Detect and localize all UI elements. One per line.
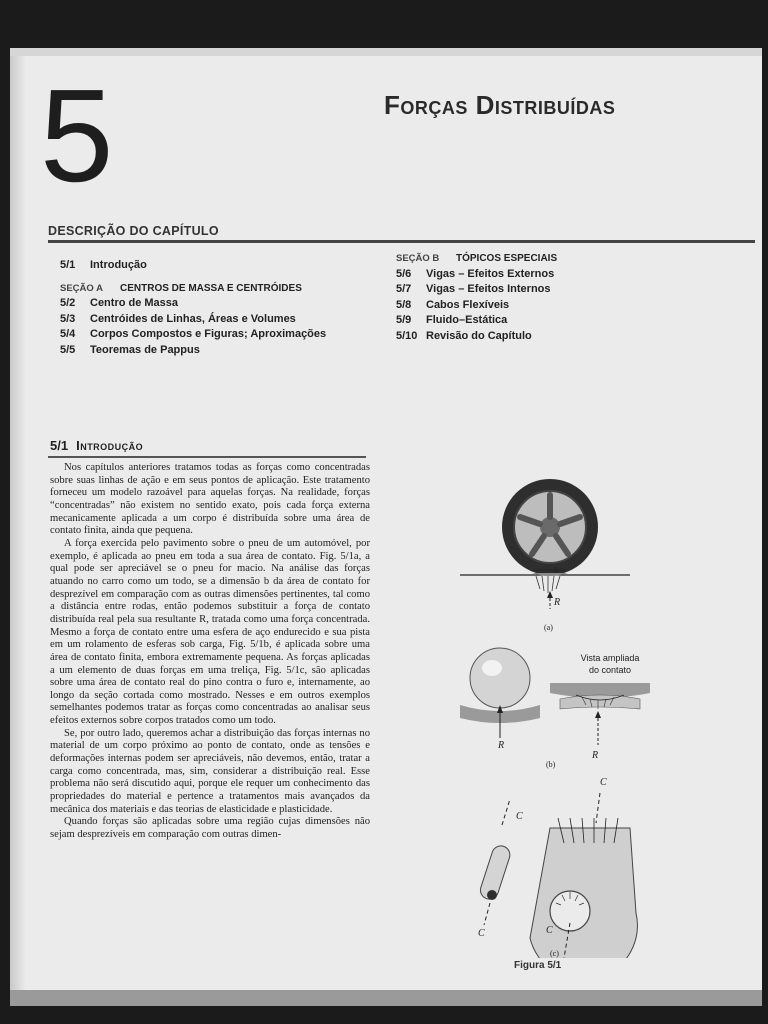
- force-r-label-b1: R: [498, 740, 505, 751]
- body-text: [50, 462, 370, 842]
- paragraph: Nos capítulos anteriores tratamos todas as forças como concentradas sobre suas linhas de ação e em seus pontos de aplicação. Este tratamento forneceu um modelo razoável para aquelas forças. Na realidade, forças “concentradas” não existem no sentido exato, pois cada força externa mecanicamente aplicada a um corpo é distribuída sobre uma área de contato finita, ainda que pequena.: [50, 462, 370, 537]
- dimension-b-label: b: [554, 566, 558, 575]
- outline-left-column: [60, 258, 326, 359]
- outline-item: 5/4 Corpos Compostos e Figuras; Aproximações: [60, 328, 327, 341]
- contact-detail-illustration: [550, 683, 650, 745]
- outline-item: 5/8 Cabos Flexíveis: [396, 298, 510, 311]
- chapter-title: Forças Distribuídas: [384, 90, 616, 120]
- ball-bearing-illustration: [460, 648, 540, 738]
- tire-illustration: [460, 479, 630, 609]
- figure-5-1: [440, 433, 670, 958]
- page-gutter: [10, 48, 26, 1006]
- callout-line-2: do contato: [588, 665, 632, 675]
- section-number: 5/1: [50, 438, 69, 453]
- outline-item: 5/3 Centróides de Linhas, Áreas e Volumes: [60, 312, 296, 325]
- page-bottom-edge: [10, 990, 762, 1006]
- paragraph: Se, por outro lado, queremos achar a distribuição das forças internas no material de um corpo próximo ao ponto de contato, onde as tensões e deformações internas podem ser apreciáveis, não devemos, então, tratar a carga como concentrada, mas, sim, considerar a distribuição real. Esse problema não será discutido aqui, porque ele requer um conhecimento das propriedades do material e pertence a tratamentos mais avançados da mecânica dos materiais e das teorias de elasticidade e plasticidade.: [50, 727, 370, 815]
- outline-rule: [48, 240, 755, 243]
- subfigure-b-label: (b): [546, 760, 556, 769]
- force-r-label-b2: R: [592, 750, 599, 761]
- callout-line-1: Vista ampliada: [580, 653, 640, 663]
- section-title: Introdução: [76, 438, 144, 453]
- force-c-label-left: C: [516, 811, 523, 822]
- outline-item: 5/10 Revisão do Capítulo: [396, 329, 532, 342]
- outline-item: 5/9 Fluido–Estática: [396, 314, 508, 327]
- subfigure-c-label: (c): [550, 949, 559, 958]
- chapter-number: 5: [40, 62, 112, 209]
- section-rule: [48, 456, 366, 458]
- section-heading: [50, 438, 143, 453]
- force-c-label-bottom-left: C: [478, 928, 485, 939]
- truss-member-illustration: [478, 793, 637, 958]
- outline-item: 5/5 Teoremas de Pappus: [60, 343, 200, 356]
- paragraph: Quando forças são aplicadas sobre uma região cujas dimensões não sejam desprezíveis em comparação com outras dimen-: [50, 816, 370, 841]
- outline-item: 5/2 Centro de Massa: [60, 297, 179, 310]
- outline-right-column: [396, 251, 557, 345]
- paragraph: A força exercida pelo pavimento sobre o pneu de um automóvel, por exemplo, é aplicada ao pneu em toda a sua área de contato. Fig. 5/1a, a qual pode ser apreciável se o pneu for macio. Na análise das forças atuando no carro como um todo, se a dimensão b da área de contato for desprezível em comparação com as outras dimensões pertinentes, tal como a distância entre rodas, então podemos substituir a força de contato distribuída real pela sua resultante R, tratada como uma força concentrada. Mesmo a força de contato entre uma esfera de aço endurecido e sua pista em um rolamento de esferas sob carga, Fig. 5/1b, é aplicada sobre uma área de contato finita, embora extremamente pequena. As forças aplicadas a um elemento de duas forças em uma treliça, Fig. 5/1c, são aplicadas sobre uma área de contato real do pino contra o furo e, internamente, ao longo da seção cortada como mostrado. Nesses e em outros exemplos semelhantes podemos tratar as forças como concentradas ao analisar seus efeitos externos sobre corpos tratados como um todo.: [50, 537, 370, 727]
- outline-item: 5/6 Vigas – Efeitos Externos: [396, 267, 555, 280]
- subfigure-a-label: (a): [544, 623, 553, 632]
- force-r-label-a: R: [554, 597, 561, 608]
- figure-caption: Figura 5/1: [514, 960, 562, 971]
- outline-section-a: SEÇÃO A CENTROS DE MASSA E CENTRÓIDES: [60, 282, 302, 294]
- book-page: [10, 48, 762, 1006]
- outline-item: 5/7 Vigas – Efeitos Internos: [396, 283, 551, 296]
- outline-section-b: SEÇÃO B TÓPICOS ESPECIAIS: [396, 253, 558, 264]
- outline-item: 5/1 Introdução: [60, 259, 147, 271]
- force-c-label-bottom: C: [546, 925, 553, 936]
- outline-heading: DESCRIÇÃO DO CAPÍTULO: [48, 224, 219, 238]
- force-c-label-top: C: [600, 777, 607, 788]
- page-top-edge: [10, 48, 762, 56]
